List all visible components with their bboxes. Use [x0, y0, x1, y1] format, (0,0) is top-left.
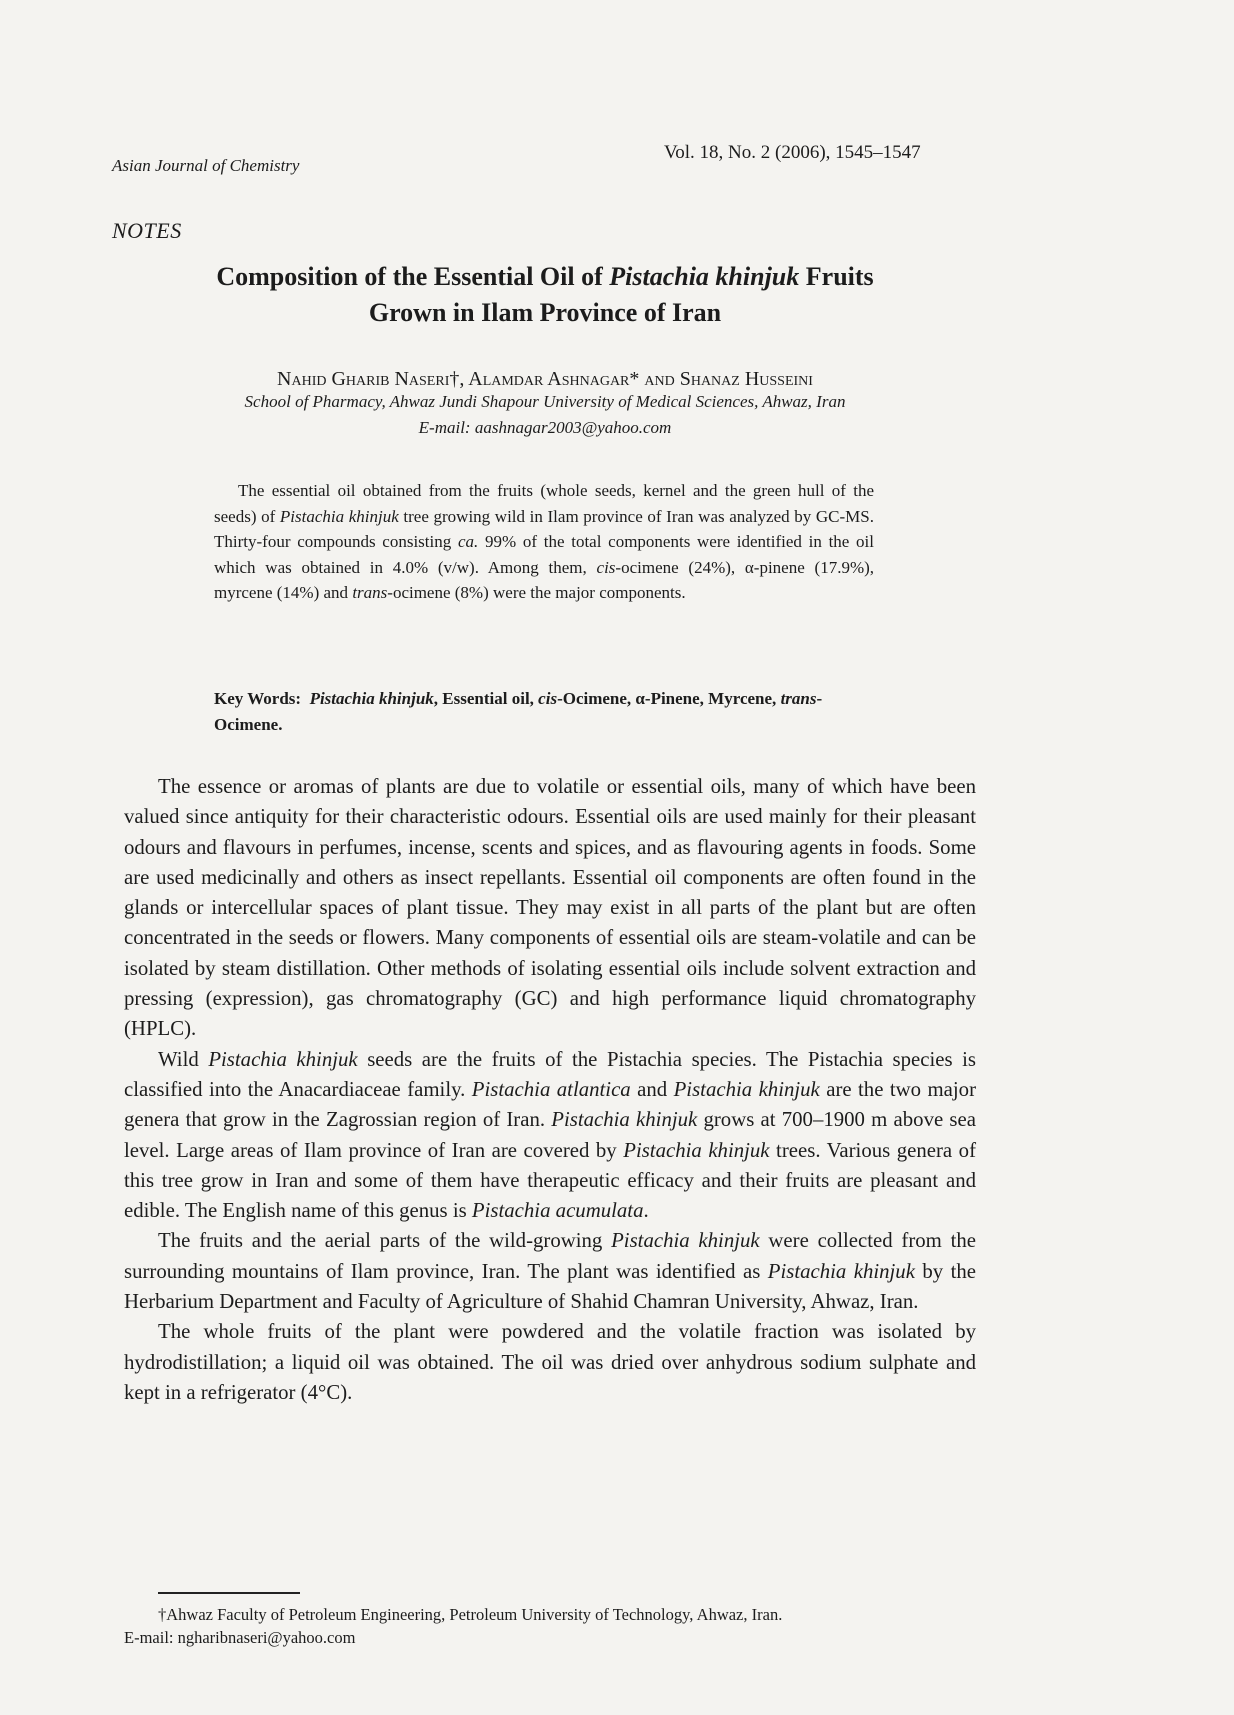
affiliation: School of Pharmacy, Ahwaz Jundi Shapour University of Medical Sciences, Ahwaz, Iran	[244, 392, 846, 411]
paper-title-line1: Composition of the Essential Oil of Pistachia khinjuk Fruits	[216, 262, 874, 291]
footnote-email: E-mail: ngharibnaseri@yahoo.com	[124, 1628, 356, 1647]
paper-title-line2: Grown in Ilam Province of Iran	[368, 298, 722, 327]
keywords: Key Words: Pistachia khinjuk, Essential oil, cis-Ocimene, α-Pinene, Myrcene, trans-Ocimene.	[214, 689, 823, 734]
paragraph: The whole fruits of the plant were powdered and the volatile fraction was isolated by hydrodistillation; a liquid oil was obtained. The oil was dried over anhydrous sodium sulphate and kept in a refrigerator (4°C).	[124, 1320, 976, 1404]
body-text	[124, 772, 976, 1408]
contact-email: E-mail: aashnagar2003@yahoo.com	[418, 418, 672, 437]
paragraph: Wild Pistachia khinjuk seeds are the fruits of the Pistachia species. The Pistachia species is classified into the Anacardiaceae family. Pistachia atlantica and Pistachia khinjuk are the two major genera that grow in the Zagrossian region of Iran. Pistachia khinjuk grows at 700–1900 m above sea level. Large areas of Ilam province of Iran are covered by Pistachia khinjuk trees. Various genera of this tree grow in Iran and some of them have therapeutic efficacy and their fruits are pleasant and edible. The English name of this genus is Pistachia acumulata.	[124, 1047, 976, 1223]
abstract: The essential oil obtained from the fruits (whole seeds, kernel and the green hull of the seeds) of Pistachia khinjuk tree growing wild in Ilam province of Iran was analyzed by GC-MS. Thirty-four compounds consisting ca. 99% of the total components were identified in the oil which was obtained in 4.0% (v/w). Among them, cis-ocimene (24%), α-pinene (17.9%), myrcene (14%) and trans-ocimene (8%) were the major components.	[214, 481, 875, 603]
footnote-rule	[158, 1592, 300, 1594]
footnote-affiliation: †Ahwaz Faculty of Petroleum Engineering, Petroleum University of Technology, Ahwaz, Iran.	[158, 1605, 783, 1624]
section-label: NOTES	[112, 218, 182, 243]
paragraph: The fruits and the aerial parts of the wild-growing Pistachia khinjuk were collected from the surrounding mountains of Ilam province, Iran. The plant was identified as Pistachia khinjuk by the Herbarium Department and Faculty of Agriculture of Shahid Chamran University, Ahwaz, Iran.	[124, 1229, 976, 1314]
volume-info: Vol. 18, No. 2 (2006), 1545–1547	[664, 142, 921, 163]
journal-name: Asian Journal of Chemistry	[112, 156, 300, 175]
paragraph: The essence or aromas of plants are due to volatile or essential oils, many of which have been valued since antiquity for their characteristic odours. Essential oils are used mainly for their pleasant odours and flavours in perfumes, incense, scents and spices, and as flavouring agents in foods. Some are used medicinally and others as insect repellants. Essential oil components are often found in the glands or intercellular spaces of plant tissue. They may exist in all parts of the plant but are often concentrated in the seeds or flowers. Many components of essential oils are steam-volatile and can be isolated by steam distillation. Other methods of isolating essential oils include solvent extraction and pressing (expression), gas chromatography (GC) and high performance liquid chromatography (HPLC).	[124, 775, 976, 1041]
footnote	[124, 1603, 984, 1649]
author-list: Nahid Gharib Naseri†, Alamdar Ashnagar* and Shanaz Husseini	[277, 368, 813, 390]
